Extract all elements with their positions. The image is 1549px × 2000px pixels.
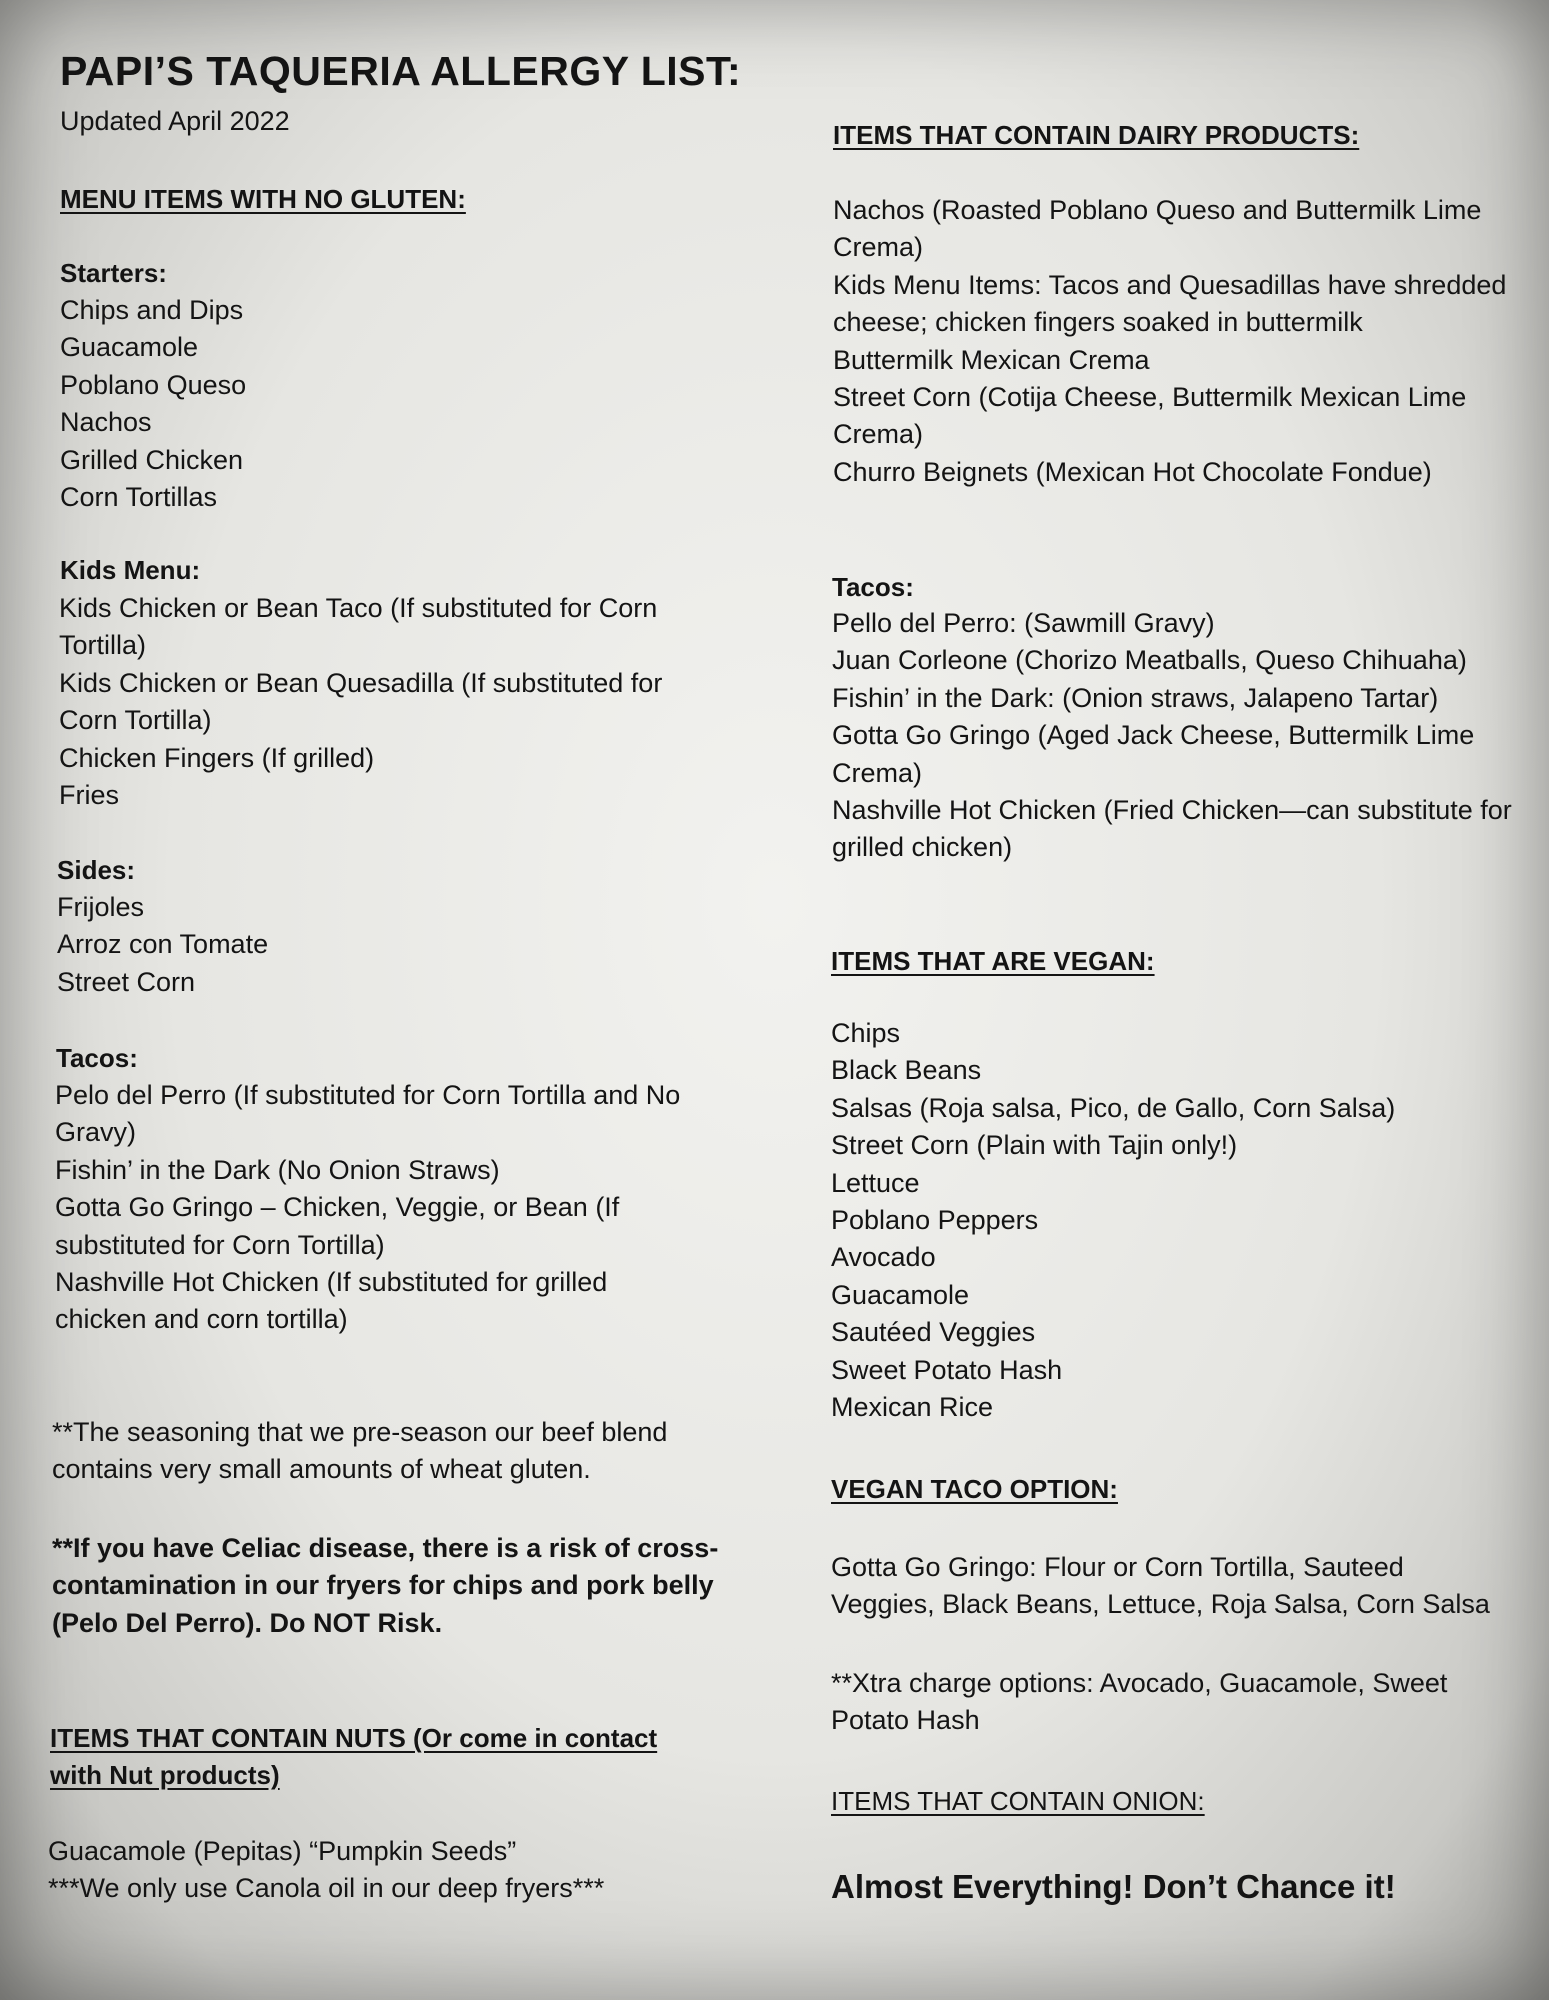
seasoning-note: **The seasoning that we pre-season our beef blend contains very small amounts of wheat gluten. — [52, 1417, 668, 1485]
list-item: Street Corn (Plain with Tajin only!) — [831, 1130, 1238, 1161]
sides-list — [57, 889, 717, 1001]
page-title: PAPI’S TAQUERIA ALLERGY LIST: — [60, 48, 742, 94]
list-item: Salsas (Roja salsa, Pico, de Gallo, Corn Salsa) — [831, 1092, 1396, 1123]
list-item: Pelo del Perro (If substituted for Corn Tortilla and No Gravy) — [55, 1080, 681, 1148]
vegan-taco-heading: VEGAN TACO OPTION: — [831, 1474, 1118, 1504]
list-item: Kids Menu Items: Tacos and Quesadillas have shredded cheese; chicken fingers soaked in buttermilk — [833, 269, 1507, 338]
list-item: Gotta Go Gringo (Aged Jack Cheese, Buttermilk Lime Crema) — [832, 720, 1475, 788]
extra-charge-note: **Xtra charge options: Avocado, Guacamole, Sweet Potato Hash — [831, 1668, 1448, 1736]
list-item: Lettuce — [831, 1167, 920, 1198]
list-item: Frijoles — [57, 892, 145, 922]
list-item: Fries — [59, 780, 119, 811]
list-item: Street Corn — [57, 966, 196, 997]
list-item: Churro Beignets (Mexican Hot Chocolate Fondue) — [833, 456, 1432, 487]
kids-menu-list — [59, 590, 699, 814]
list-item: Black Beans — [831, 1055, 982, 1086]
list-item: Nashville Hot Chicken (If substituted for grilled chicken and corn tortilla) — [55, 1267, 608, 1335]
dairy-heading: ITEMS THAT CONTAIN DAIRY PRODUCTS: — [833, 120, 1360, 150]
list-item: Juan Corleone (Chorizo Meatballs, Queso Chihuaha) — [832, 645, 1467, 676]
list-item: Avocado — [831, 1242, 936, 1273]
list-item: Kids Chicken or Bean Quesadilla (If substituted for Corn Tortilla) — [59, 667, 663, 736]
no-gluten-tacos-list — [55, 1077, 695, 1339]
dairy-tacos-list — [832, 605, 1522, 867]
list-item: Kids Chicken or Bean Taco (If substituted for Corn Tortilla) — [59, 593, 658, 661]
nuts-list — [48, 1833, 728, 1908]
list-item: Guacamole — [831, 1279, 970, 1310]
dairy-tacos-label: Tacos: — [832, 572, 914, 602]
list-item: Arroz con Tomate — [57, 929, 269, 960]
list-item: Fishin’ in the Dark (No Onion Straws) — [55, 1154, 500, 1185]
list-item: ***We only use Canola oil in our deep fryers*** — [48, 1873, 605, 1904]
list-item: Chips and Dips — [60, 295, 244, 325]
list-item: Grilled Chicken — [60, 444, 244, 475]
kids-menu-label: Kids Menu: — [60, 555, 201, 585]
list-item: Corn Tortillas — [60, 482, 218, 513]
list-item: Street Corn (Cotija Cheese, Buttermilk Mexican Lime Crema) — [833, 382, 1467, 450]
celiac-warning: **If you have Celiac disease, there is a risk of cross-contamination in our fryers for chips and pork belly (Pelo Del Perro). Do NOT Risk. — [52, 1533, 719, 1638]
onion-heading: ITEMS THAT CONTAIN ONION: — [831, 1786, 1205, 1816]
list-item: Mexican Rice — [831, 1392, 994, 1423]
list-item: Gotta Go Gringo – Chicken, Veggie, or Bean (If substituted for Corn Tortilla) — [55, 1192, 620, 1260]
list-item: Chicken Fingers (If grilled) — [59, 742, 375, 773]
sides-label: Sides: — [57, 855, 136, 885]
vegan-list — [831, 1015, 1521, 1426]
vegan-heading: ITEMS THAT ARE VEGAN: — [831, 946, 1155, 976]
starters-label: Starters: — [60, 258, 167, 288]
list-item: Buttermilk Mexican Crema — [833, 344, 1150, 375]
updated-date: Updated April 2022 — [60, 106, 290, 136]
list-item: Chips — [831, 1018, 901, 1048]
vegan-taco-description: Gotta Go Gringo: Flour or Corn Tortilla, Sauteed Veggies, Black Beans, Lettuce, Roja Salsa, Corn Salsa — [831, 1552, 1490, 1620]
list-item: Sweet Potato Hash — [831, 1354, 1063, 1385]
onion-warning: Almost Everything! Don’t Chance it! — [831, 1868, 1396, 1905]
list-item: Nachos — [60, 407, 152, 438]
starters-list — [60, 292, 720, 516]
list-item: Fishin’ in the Dark: (Onion straws, Jalapeno Tartar) — [832, 682, 1439, 713]
list-item: Pello del Perro: (Sawmill Gravy) — [832, 608, 1215, 638]
list-item: Sautéed Veggies — [831, 1317, 1036, 1348]
list-item: Guacamole (Pepitas) “Pumpkin Seeds” — [48, 1836, 517, 1866]
list-item: Guacamole — [60, 332, 199, 363]
no-gluten-heading: MENU ITEMS WITH NO GLUTEN: — [60, 184, 466, 214]
list-item: Nashville Hot Chicken (Fried Chicken—can substitute for grilled chicken) — [832, 795, 1512, 863]
nuts-heading: ITEMS THAT CONTAIN NUTS (Or come in contact with Nut products) — [50, 1723, 658, 1790]
dairy-list — [833, 192, 1513, 491]
list-item: Poblano Queso — [60, 369, 247, 400]
list-item: Poblano Peppers — [831, 1205, 1039, 1236]
list-item: Nachos (Roasted Poblano Queso and Buttermilk Lime Crema) — [833, 195, 1482, 263]
tacos-label: Tacos: — [56, 1043, 138, 1073]
